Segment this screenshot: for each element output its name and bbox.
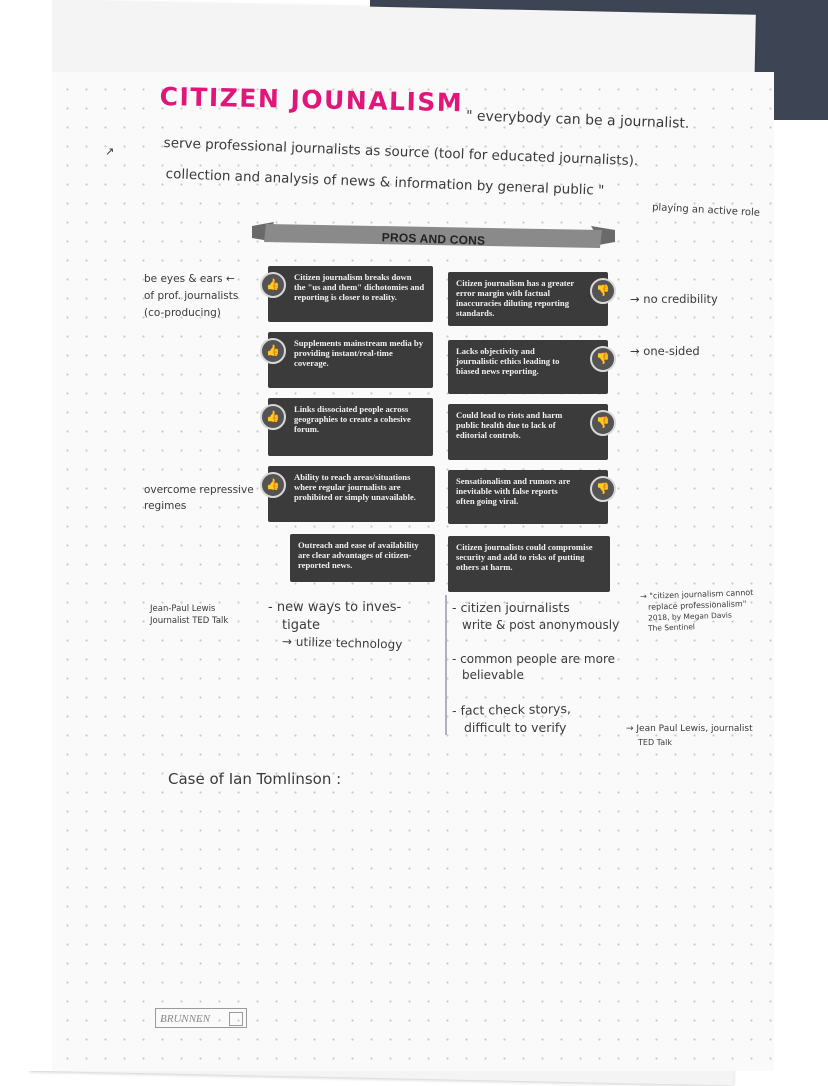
con-text-5: Citizen journalists could compromise security and add to risks of putting others at harm. bbox=[456, 542, 593, 572]
pro-card-3 bbox=[268, 398, 433, 456]
quote-line-2: replace professionalism" bbox=[647, 599, 747, 612]
case-heading: Case of Ian Tomlinson : bbox=[168, 770, 342, 788]
con-card-5 bbox=[448, 536, 610, 592]
quote-line-3: 2018, by Megan Davis bbox=[647, 610, 732, 623]
con-card-2 bbox=[448, 340, 608, 394]
source-left-1: Jean-Paul Lewis bbox=[150, 604, 216, 614]
note-eyes-ears-2: of prof. journalists bbox=[144, 290, 239, 302]
bottom-right-point-5: - fact check storys, bbox=[451, 700, 572, 719]
con-text-3: Could lead to riots and harm public health due to lack of editorial controls. bbox=[456, 410, 563, 440]
con-text-4: Sensationalism and rumors are inevitable with false reports often going viral. bbox=[456, 476, 571, 506]
pro-card-5 bbox=[290, 534, 435, 582]
thumbs-down-icon: 👎 bbox=[590, 346, 616, 372]
con-text-1: Citizen journalism has a greater error margin with factual inaccuracies diluting reporting standards. bbox=[456, 278, 575, 318]
note-eyes-ears-1: be eyes & ears ← bbox=[144, 273, 235, 285]
banner-label: PROS AND CONS bbox=[381, 230, 486, 248]
pro-text-2: Supplements mainstream media by providing instant/real-time coverage. bbox=[294, 338, 423, 368]
source-right-1: → Jean Paul Lewis, journalist bbox=[626, 724, 753, 734]
pro-text-1: Citizen journalism breaks down the "us and them" dichotomies and reporting is closer to reality. bbox=[294, 272, 425, 302]
thumbs-up-icon: 👍 bbox=[260, 338, 286, 364]
definition-note: playing an active role bbox=[651, 202, 761, 219]
pro-card-2 bbox=[268, 332, 433, 388]
bottom-left-point-1: - new ways to inves- bbox=[268, 600, 402, 615]
thumbs-down-icon: 👎 bbox=[590, 278, 616, 304]
note-eyes-ears-3: (co-producing) bbox=[144, 307, 221, 319]
note-no-credibility: → no credibility bbox=[630, 292, 718, 306]
thumbs-down-icon: 👎 bbox=[590, 476, 616, 502]
con-card-1 bbox=[448, 272, 608, 326]
source-left-2: Journalist TED Talk bbox=[150, 616, 229, 626]
con-card-4 bbox=[448, 470, 608, 524]
brand-mark-icon bbox=[229, 1012, 243, 1026]
page-title: CITIZEN JOUNALISM bbox=[159, 82, 464, 118]
page-margin bbox=[0, 0, 52, 1071]
note-overcome-1: overcome repressive bbox=[144, 484, 254, 496]
bottom-right-point-6: difficult to verify bbox=[464, 720, 567, 735]
definition-line-3: collection and analysis of news & information by general public " bbox=[165, 166, 605, 199]
thumbs-down-icon: 👎 bbox=[590, 410, 616, 436]
pros-cons-banner bbox=[252, 218, 615, 252]
quote-line-4: The Sentinel bbox=[647, 622, 696, 633]
bottom-right-point-4: believable bbox=[462, 668, 524, 682]
thumbs-up-icon: 👍 bbox=[260, 404, 286, 430]
brand-name: BRUNNEN bbox=[160, 1013, 211, 1025]
thumbs-up-icon: 👍 bbox=[260, 472, 286, 498]
definition-line-2: serve professional journalists as source (tool for educated journalists). bbox=[163, 135, 639, 170]
pro-text-5: Outreach and ease of availability are clear advantages of citizen-reported news. bbox=[298, 540, 419, 570]
pro-text-3: Links dissociated people across geographies to create a cohesive forum. bbox=[294, 404, 411, 434]
bottom-left-point-3: → utilize technology bbox=[281, 634, 403, 652]
margin-tick-mark: ↗ bbox=[105, 145, 115, 158]
bottom-right-point-3: - common people are more bbox=[452, 652, 616, 666]
bottom-left-point-2: tigate bbox=[282, 618, 321, 633]
pro-card-4 bbox=[268, 466, 435, 522]
divider-line bbox=[445, 595, 447, 735]
note-one-sided: → one-sided bbox=[630, 344, 700, 358]
source-right-2: TED Talk bbox=[638, 738, 672, 747]
con-card-3 bbox=[448, 404, 608, 460]
pro-card-1 bbox=[268, 266, 433, 322]
con-text-2: Lacks objectivity and journalistic ethics leading to biased news reporting. bbox=[456, 346, 560, 376]
bottom-right-point-2: write & post anonymously bbox=[462, 618, 620, 632]
thumbs-up-icon: 👍 bbox=[260, 272, 286, 298]
brunnen-logo bbox=[155, 1008, 247, 1028]
definition-line-1: " everybody can be a journalist. bbox=[465, 108, 690, 132]
bottom-right-point-1: - citizen journalists bbox=[452, 600, 570, 615]
pro-text-4: Ability to reach areas/situations where regular journalists are prohibited or simply unavailable. bbox=[294, 472, 416, 502]
note-overcome-2: regimes bbox=[144, 500, 187, 512]
quote-line-1: → "citizen journalism cannot bbox=[639, 588, 754, 601]
